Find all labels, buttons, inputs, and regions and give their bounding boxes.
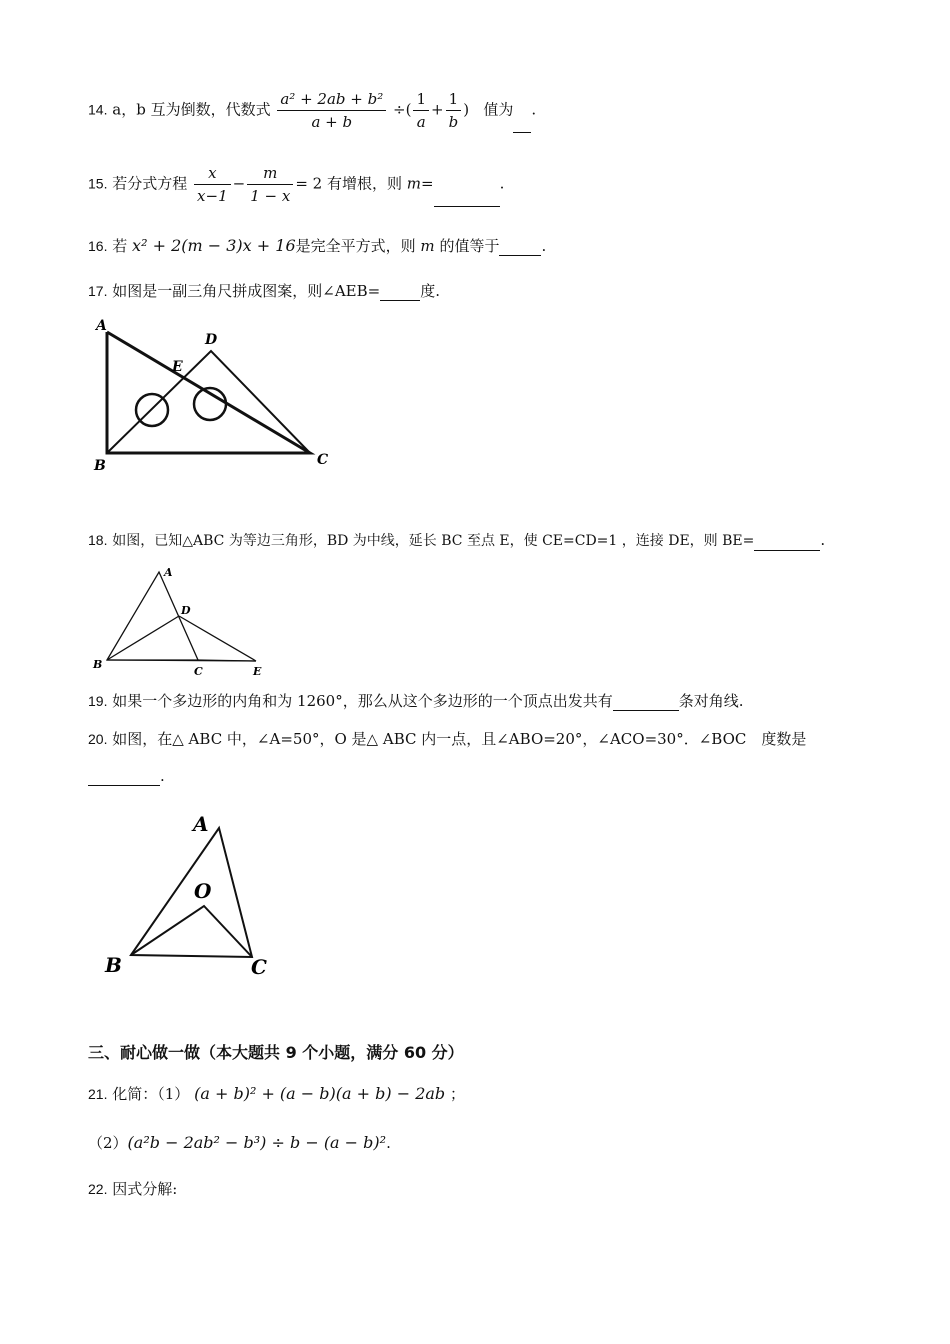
semicolon: ； [449, 1085, 465, 1103]
answer-blank[interactable] [754, 534, 820, 551]
fraction-denominator: a [416, 113, 426, 131]
segment-DE [179, 616, 256, 661]
equals-sign: = [421, 174, 434, 193]
label-B: B [105, 953, 122, 977]
part-2-label: （2） [88, 1134, 128, 1152]
question-stem: 因式分解: [112, 1180, 178, 1198]
question-21-part-2 [88, 1133, 391, 1153]
fraction-numerator: 1 [413, 88, 429, 111]
question-18 [88, 530, 825, 551]
paren-open: ( [405, 100, 412, 119]
question-22 [88, 1179, 177, 1199]
question-tail: 有增根，则 [326, 174, 402, 193]
label-D: D [181, 604, 191, 617]
fraction-denominator: 1 − x [250, 187, 291, 205]
section-heading: 三、耐心做一做（本大题共 9 个小题，满分 60 分） [88, 1043, 464, 1062]
question-20 [88, 729, 806, 749]
equals-two: = 2 [295, 174, 323, 193]
question-number: 15. [88, 175, 108, 192]
question-stem: a，b 互为倒数，代数式 [112, 100, 271, 119]
part-1-expression: (a + b)² + (a − b)(a + b) − 2ab [194, 1084, 446, 1103]
question-stem: 若 [112, 237, 128, 255]
fraction-denominator: b [448, 113, 459, 131]
question-text: 如图，在△ ABC 中，∠A=50°，O 是△ ABC 内一点，且∠ABO=20°，∠ACO=30°．∠BOC 度数是 [112, 730, 807, 748]
label-A: A [193, 812, 209, 836]
question-21 [88, 1084, 465, 1104]
label-B: B [94, 458, 106, 474]
question-tail: 是完全平方式，则 [295, 237, 416, 255]
question-number: 17. [88, 283, 108, 299]
question-20-answer-line [88, 766, 165, 786]
fraction-main [277, 88, 386, 133]
question-number: 18. [88, 532, 108, 548]
segments-BO-OC [131, 906, 252, 957]
label-D: D [205, 332, 218, 348]
question-16 [88, 236, 546, 256]
question-text: 如图是一副三角尺拼成图案，则∠AEB= [112, 282, 381, 300]
answer-blank[interactable] [513, 116, 531, 133]
fraction-numerator: m [247, 162, 293, 185]
fraction-one-over-a [413, 88, 429, 133]
label-E: E [172, 359, 183, 375]
answer-blank[interactable] [499, 239, 541, 256]
fraction-numerator: 1 [446, 88, 462, 111]
variable-m: m [406, 174, 422, 193]
question-number: 16. [88, 238, 108, 254]
question-number: 20. [88, 731, 108, 747]
answer-blank[interactable] [613, 694, 679, 711]
fraction-denominator: a + b [311, 113, 353, 131]
question-end: 条对角线. [678, 692, 744, 710]
answer-blank[interactable] [380, 284, 420, 301]
label-O: O [194, 879, 212, 903]
expression: x² + 2(m − 3)x + 16 [132, 236, 296, 255]
question-tail: 值为 [483, 100, 514, 119]
period: . [531, 100, 537, 119]
question-stem: 若分式方程 [112, 174, 188, 193]
period: . [386, 1134, 391, 1152]
question-text: 如图，已知△ABC 为等边三角形，BD 为中线，延长 BC 至点 E，使 CE=CD=1 ，连接 DE，则 BE= [112, 533, 755, 549]
paren-close: ) [463, 100, 470, 119]
figure-17-triangle-rulers [88, 310, 348, 485]
fraction-numerator: a² + 2ab + b² [277, 88, 386, 111]
figure-20-triangle-with-point-O [88, 810, 288, 985]
part-2-expression: (a²b − 2ab² − b³) ÷ b − (a − b)² [127, 1133, 387, 1152]
label-A: A [164, 566, 173, 579]
fraction-x-over-x-minus-1 [194, 162, 231, 207]
fraction-m-over-1-minus-x [247, 162, 293, 207]
answer-blank[interactable] [88, 769, 160, 786]
question-number: 19. [88, 693, 108, 709]
question-tail-2: 的值等于 [439, 237, 500, 255]
minus-sign: − [232, 174, 246, 193]
divide-sign: ÷ [393, 100, 406, 119]
label-C: C [317, 452, 329, 468]
question-end: 度. [420, 282, 440, 300]
figure-18-equilateral-triangle [88, 562, 278, 682]
question-14 [88, 88, 536, 133]
question-15 [88, 162, 504, 207]
question-number: 14. [88, 101, 108, 118]
label-A: A [96, 318, 107, 334]
period: . [541, 237, 547, 255]
label-C: C [251, 955, 267, 979]
ruler-1-edges [107, 332, 310, 453]
period: . [160, 767, 165, 785]
fraction-one-over-b [446, 88, 462, 133]
label-E: E [253, 665, 262, 678]
variable-m: m [420, 237, 435, 255]
label-C: C [194, 665, 203, 678]
label-B: B [93, 658, 103, 671]
fraction-denominator: x−1 [197, 187, 228, 205]
period: . [820, 531, 826, 549]
question-number: 21. [88, 1086, 108, 1102]
answer-blank[interactable] [434, 190, 500, 207]
question-stem: 化简： [112, 1085, 158, 1103]
question-17 [88, 281, 440, 301]
fraction-numerator: x [194, 162, 231, 185]
question-19 [88, 691, 743, 711]
question-number: 22. [88, 1181, 108, 1197]
part-1-label: （1） [157, 1085, 190, 1103]
plus-sign: + [431, 100, 444, 119]
question-text: 如果一个多边形的内角和为 1260°，那么从这个多边形的一个顶点出发共有 [112, 692, 613, 710]
segment-BD [107, 616, 179, 660]
period: . [499, 174, 505, 193]
